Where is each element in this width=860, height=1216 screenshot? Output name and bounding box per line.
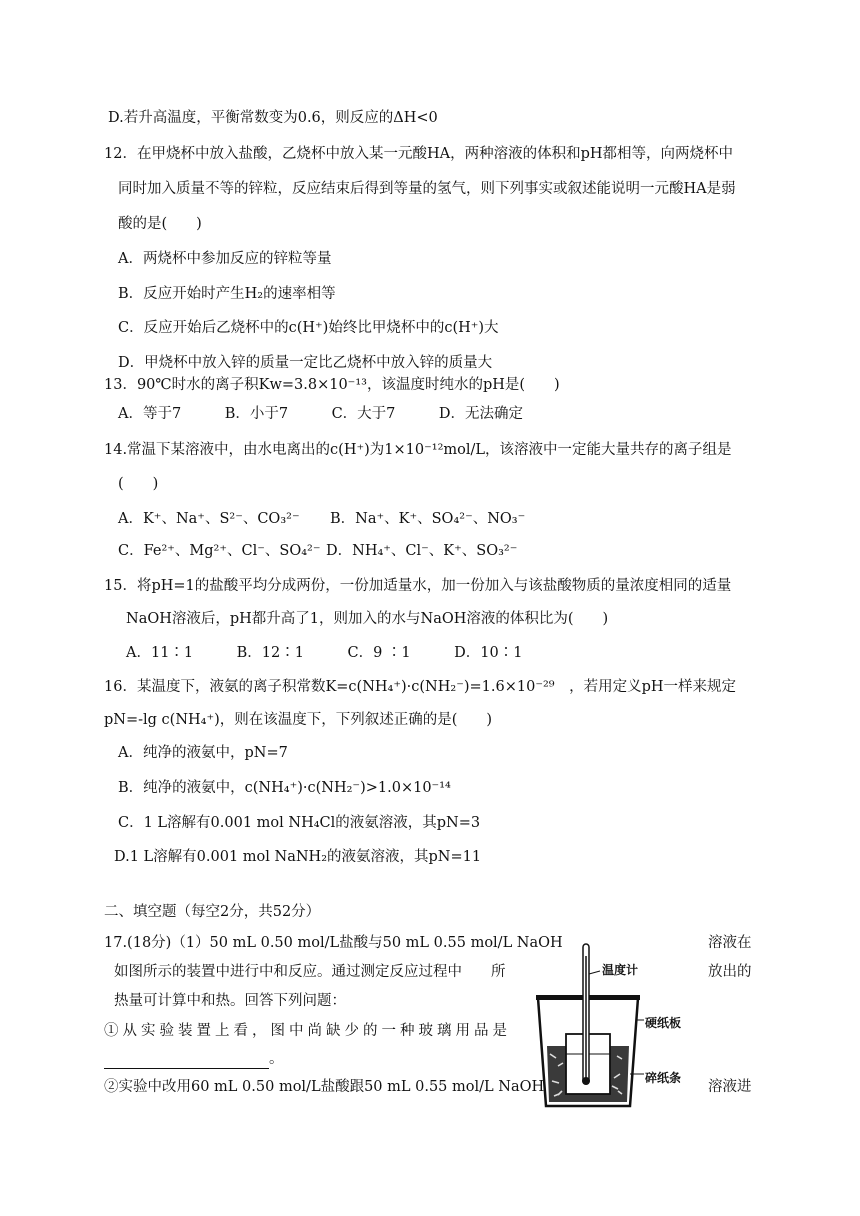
q17-line-5-end: 。 (269, 1051, 284, 1067)
q12-option-b: B．反应开始时产生H₂的速率相等 (118, 286, 336, 302)
q17-line-2: 如图所示的装置中进行中和反应。通过测定反应过程中 所 (114, 964, 506, 980)
answer-blank[interactable] (104, 1054, 269, 1069)
q14-stem-line-2: ( ) (118, 476, 159, 492)
q14-option-b: B．Na⁺、K⁺、SO₄²⁻、NO₃⁻ (330, 511, 526, 527)
q16-option-c: C．1 L溶解有0.001 mol NH₄Cl的液氨溶液，其pN=3 (118, 815, 481, 831)
q14-option-c: C．Fe²⁺、Mg²⁺、Cl⁻、SO₄²⁻ (118, 543, 321, 559)
q17-line-6-end: 溶液进 (708, 1079, 752, 1095)
q12-option-c: C．反应开始后乙烧杯中的c(H⁺)始终比甲烧杯中的c(H⁺)大 (118, 320, 499, 336)
cardboard-label: 硬纸板 (645, 1016, 682, 1030)
paper-strips-label: 碎纸条 (645, 1071, 682, 1085)
q17-line-1-end: 溶液在 (708, 935, 752, 951)
q14-stem-line-1: 14.常温下某溶液中，由水电离出的c(H⁺)为1×10⁻¹²mol/L，该溶液中一定能大量共存的离子组是 (104, 442, 732, 458)
q15-options: A．11∶1 B．12∶1 C．9 ∶1 D．10∶1 (126, 645, 523, 661)
q13-options: A．等于7 B．小于7 C．大于7 D．无法确定 (118, 406, 524, 422)
q17-line-2-end: 放出的 (708, 964, 752, 980)
q12-stem-line-2: 同时加入质量不等的锌粒，反应结束后得到等量的氢气，则下列事实或叙述能说明一元酸HA是弱 (118, 181, 736, 197)
q17-line-1: 17.(18分)（1）50 mL 0.50 mol/L盐酸与50 mL 0.55 mol/L NaOH (104, 935, 563, 951)
q17-line-4: ①从实验装置上看，图中尚缺少的一种玻璃用品是 (104, 1023, 511, 1039)
q12-stem-line-1: 12．在甲烧杯中放入盐酸，乙烧杯中放入某一元酸HA，两种溶液的体积和pH都相等，向两烧杯中 (104, 146, 733, 162)
section-heading: 二、填空题（每空2分，共52分） (104, 904, 321, 920)
q12-stem-line-3: 酸的是( ) (118, 216, 202, 232)
q11-option-d: D.若升高温度，平衡常数变为0.6，则反应的ΔH<0 (108, 110, 438, 126)
q17-line-3: 热量可计算中和热。回答下列问题： (114, 993, 346, 1009)
q14-option-a: A．K⁺、Na⁺、S²⁻、CO₃²⁻ (118, 511, 300, 527)
thermometer-label: 温度计 (602, 963, 639, 977)
q16-option-b: B．纯净的液氨中，c(NH₄⁺)·c(NH₂⁻)>1.0×10⁻¹⁴ (118, 780, 451, 796)
q12-option-a: A．两烧杯中参加反应的锌粒等量 (118, 251, 332, 267)
q15-stem-line-1: 15．将pH=1的盐酸平均分成两份，一份加适量水，加一份加入与该盐酸物质的量浓度相同的适量 (104, 578, 732, 594)
q16-option-d: D.1 L溶解有0.001 mol NaNH₂的液氨溶液，其pN=11 (114, 849, 482, 865)
q13-stem: 13．90℃时水的离子积Kw=3.8×10⁻¹³，该温度时纯水的pH是( ) (104, 377, 560, 393)
q16-option-a: A．纯净的液氨中，pN=7 (118, 745, 288, 761)
q17-line-5 (104, 1049, 284, 1069)
q16-stem-line-2: pN=-lg c(NH₄⁺)，则在该温度下，下列叙述正确的是( ) (104, 712, 493, 728)
q14-option-d: D．NH₄⁺、Cl⁻、K⁺、SO₃²⁻ (326, 543, 518, 559)
q17-line-6: ②实验中改用60 mL 0.50 mol/L盐酸跟50 mL 0.55 mol/L NaOH (104, 1079, 545, 1095)
q16-stem-line-1: 16．某温度下，液氨的离子积常数K=c(NH₄⁺)·c(NH₂⁻)=1.6×10⁻²⁹ ，若用定义pH一样来规定 (104, 679, 737, 695)
q15-stem-line-2: NaOH溶液后，pH都升高了1，则加入的水与NaOH溶液的体积比为( ) (126, 611, 609, 627)
q12-option-d: D．甲烧杯中放入锌的质量一定比乙烧杯中放入锌的质量大 (118, 355, 493, 371)
